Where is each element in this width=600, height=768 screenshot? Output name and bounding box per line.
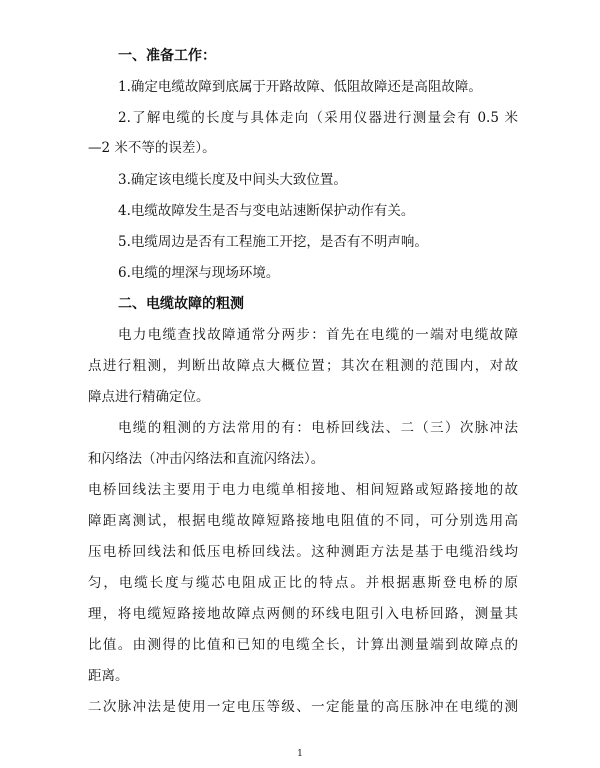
para2-line-1: 电缆的粗测的方法常用的有：电桥回线法、二（三）次脉冲法	[118, 420, 518, 436]
para3-line-7: 距离。	[88, 668, 129, 684]
prep-item-2-cont: —2 米不等的误差）。	[88, 140, 216, 156]
para4-line-1: 二次脉冲法是使用一定电压等级、一定能量的高压脉冲在电缆的测	[88, 699, 518, 715]
prep-item-3: 3.确定该电缆长度及中间头大致位置。	[118, 172, 347, 188]
para1-line-2: 点进行粗测，判断出故障点大概位置；其次在粗测的范围内，对故	[88, 358, 518, 374]
section-title-rough-measure: 二、电缆故障的粗测	[118, 296, 244, 312]
prep-item-4: 4.电缆故障发生是否与变电站速断保护动作有关。	[118, 203, 415, 219]
para3-line-4: 匀，电缆长度与缆芯电阻成正比的特点。并根据惠斯登电桥的原	[88, 575, 518, 591]
para1-line-3: 障点进行精确定位。	[88, 389, 210, 405]
prep-item-5: 5.电缆周边是否有工程施工开挖，是否有不明声响。	[118, 234, 428, 250]
prep-item-1: 1.确定电缆故障到底属于开路故障、低阻故障还是高阻故障。	[118, 79, 482, 95]
section-title-preparation: 一、准备工作：	[118, 48, 216, 64]
para1-line-1: 电力电缆查找故障通常分两步：首先在电缆的一端对电缆故障	[118, 327, 518, 343]
para3-line-2: 障距离测试，根据电缆故障短路接地电阻值的不同，可分别选用高	[88, 513, 518, 529]
para3-line-6: 比值。由测得的比值和已知的电缆全长，计算出测量端到故障点的	[88, 637, 518, 653]
para3-line-1: 电桥回线法主要用于电力电缆单相接地、相间短路或短路接地的故	[88, 482, 518, 498]
para2-line-2: 和闪络法（冲击闪络法和直流闪络法）。	[88, 451, 325, 467]
page-number: 1	[297, 749, 303, 759]
para3-line-5: 理，将电缆短路接地故障点两侧的环线电阻引入电桥回路，测量其	[88, 606, 518, 622]
prep-item-6: 6.电缆的埋深与现场环境。	[118, 265, 280, 281]
prep-item-2: 2.了解电缆的长度与具体走向（采用仪器进行测量会有 0.5 米	[118, 110, 518, 126]
para3-line-3: 压电桥回线法和低压电桥回线法。这种测距方法是基于电缆沿线均	[88, 544, 518, 560]
